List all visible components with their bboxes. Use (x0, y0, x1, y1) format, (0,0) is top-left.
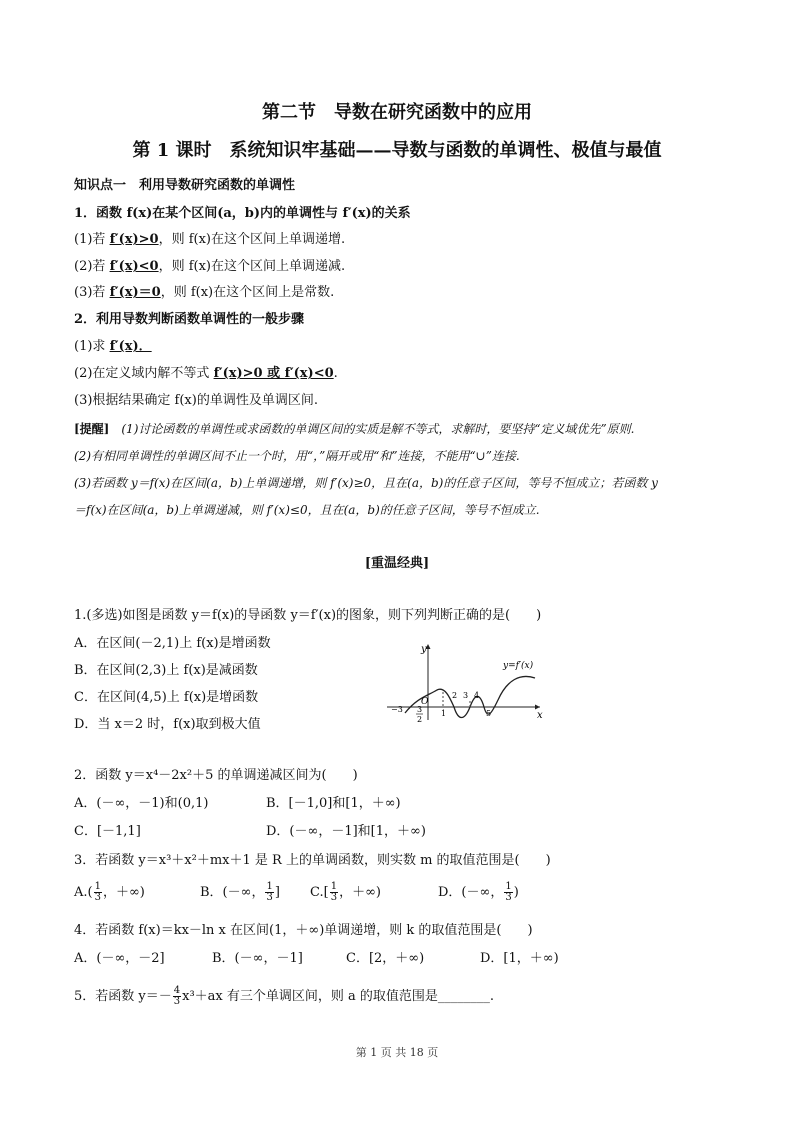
rule-1: (1)若 f′(x)>0，则 f(x)在这个区间上单调递增. (74, 232, 346, 247)
tick-frac-den: 2 (417, 715, 423, 722)
tick-1: 1 (441, 709, 447, 718)
kp1-heading: 知识点一 利用导数研究函数的单调性 (74, 178, 296, 193)
q3-option-c: C.[ $\frac{1}{3}$ ，＋∞) (310, 881, 381, 903)
rule-2: (2)若 f′(x)<0，则 f(x)在这个区间上单调递减. (74, 259, 346, 274)
q5-stem: 5．若函数 y＝－ $\frac{4}{3}$ x³＋ax 有三个单调区间，则 a 的取值范围是________. (74, 985, 495, 1007)
section-title: 第二节 导数在研究函数中的应用 (262, 102, 532, 123)
q2-stem: 2．函数 y＝x⁴－2x²＋5 的单调递减区间为( ) (74, 768, 358, 783)
rule-1-answer: f′(x)>0 (109, 232, 159, 247)
rule-3: (3)若 f′(x)＝0，则 f(x)在这个区间上是常数. (74, 285, 335, 300)
kp1-s2: 2．利用导数判断函数单调性的一般步骤 (74, 312, 305, 327)
tick-2: 2 (452, 691, 458, 700)
q2-option-d: D．(－∞，－1]和[1，＋∞) (266, 824, 426, 839)
curve-label: y=f′(x) (503, 661, 534, 671)
x-axis-arrow (535, 705, 540, 710)
q2-option-c: C．[－1,1] (74, 824, 141, 839)
q4-option-c: C．[2，＋∞) (346, 951, 425, 966)
step-1-answer: f′(x)． (109, 339, 152, 354)
lesson-subtitle: 第 1 课时 系统知识牢基础——导数与函数的单调性、极值与最值 (132, 140, 662, 161)
q3-stem: 3．若函数 y＝x³＋x²＋mx＋1 是 R 上的单调函数，则实数 m 的取值范围是( ) (74, 853, 551, 868)
derivative-graph (385, 640, 545, 722)
q4-option-b: B．(－∞，－1] (212, 951, 303, 966)
q1-option-b: B．在区间(2,3)上 f(x)是减函数 (74, 663, 258, 678)
review-heading: [重温经典] (364, 556, 430, 571)
q3-option-b: B．(－∞， $\frac{1}{3}$ ] (200, 881, 280, 903)
q4-option-a: A．(－∞，－2] (74, 951, 165, 966)
tip-1: [提醒] (1)讨论函数的单调性或求函数的单调区间的实质是解不等式，求解时，要坚持“定义域优先”原则. (74, 422, 635, 436)
q4-option-d: D．[1，＋∞) (480, 951, 559, 966)
step-1: (1)求 f′(x)． (74, 339, 152, 354)
step-2-answer: f′(x)>0 或 f′(x)<0 (213, 366, 334, 381)
step-2: (2)在定义域内解不等式 f′(x)>0 或 f′(x)<0. (74, 366, 338, 381)
rule-2-answer: f′(x)<0 (109, 259, 159, 274)
q1-option-d: D．当 x＝2 时，f(x)取到极大值 (74, 717, 261, 732)
tip-2: (2)有相同单调性的单调区间不止一个时，用“，”隔开或用“和”连接，不能用“∪”连接. (74, 449, 520, 463)
origin-label: O (421, 697, 429, 707)
q3-option-d: D．(－∞， $\frac{1}{3}$ ) (438, 881, 519, 903)
q1-option-c: C．在区间(4,5)上 f(x)是增函数 (74, 690, 259, 705)
q2-option-b: B．[－1,0]和[1，＋∞) (266, 796, 401, 811)
rule-3-answer: f′(x)＝0 (109, 285, 161, 300)
page-footer: 第 1 页 共 18 页 (355, 1046, 439, 1059)
q2-option-a: A．(－∞，－1)和(0,1) (74, 796, 209, 811)
q3-option-a: A.( $\frac{1}{3}$ ，＋∞) (74, 881, 145, 903)
q5-blank: ________. (437, 989, 495, 1004)
q1-option-a: A．在区间(－2,1)上 f(x)是增函数 (74, 636, 271, 651)
x-axis-label: x (537, 710, 543, 721)
tick-5: 5 (486, 709, 492, 718)
tick-3: 3 (463, 691, 469, 700)
q1-stem: 1.(多选)如图是函数 y＝f(x)的导函数 y＝f′(x)的图象，则下列判断正确的是( ) (74, 608, 542, 623)
tip-3b: ＝f(x)在区间(a，b)上单调递减，则 f′(x)≤0，且在(a，b)的任意子区间，等号不恒成立. (74, 503, 540, 517)
tick-neg3: −3 (391, 705, 403, 714)
tick-4: 4 (474, 691, 480, 700)
q4-stem: 4．若函数 f(x)＝kx－ln x 在区间(1，＋∞)单调递增，则 k 的取值范围是( ) (74, 923, 533, 938)
tip-label: [提醒] (74, 422, 110, 436)
tick-frac-num: 3 (417, 705, 423, 714)
tip-3a: (3)若函数 y＝f(x)在区间(a，b)上单调递增，则 f′(x)≥0，且在(a，b)的任意子区间，等号不恒成立；若函数 y (74, 476, 658, 490)
step-3: (3)根据结果确定 f(x)的单调性及单调区间. (74, 393, 318, 408)
kp1-s1: 1．函数 f(x)在某个区间(a，b)内的单调性与 f′(x)的关系 (74, 206, 411, 221)
y-axis-label: y (421, 644, 427, 655)
